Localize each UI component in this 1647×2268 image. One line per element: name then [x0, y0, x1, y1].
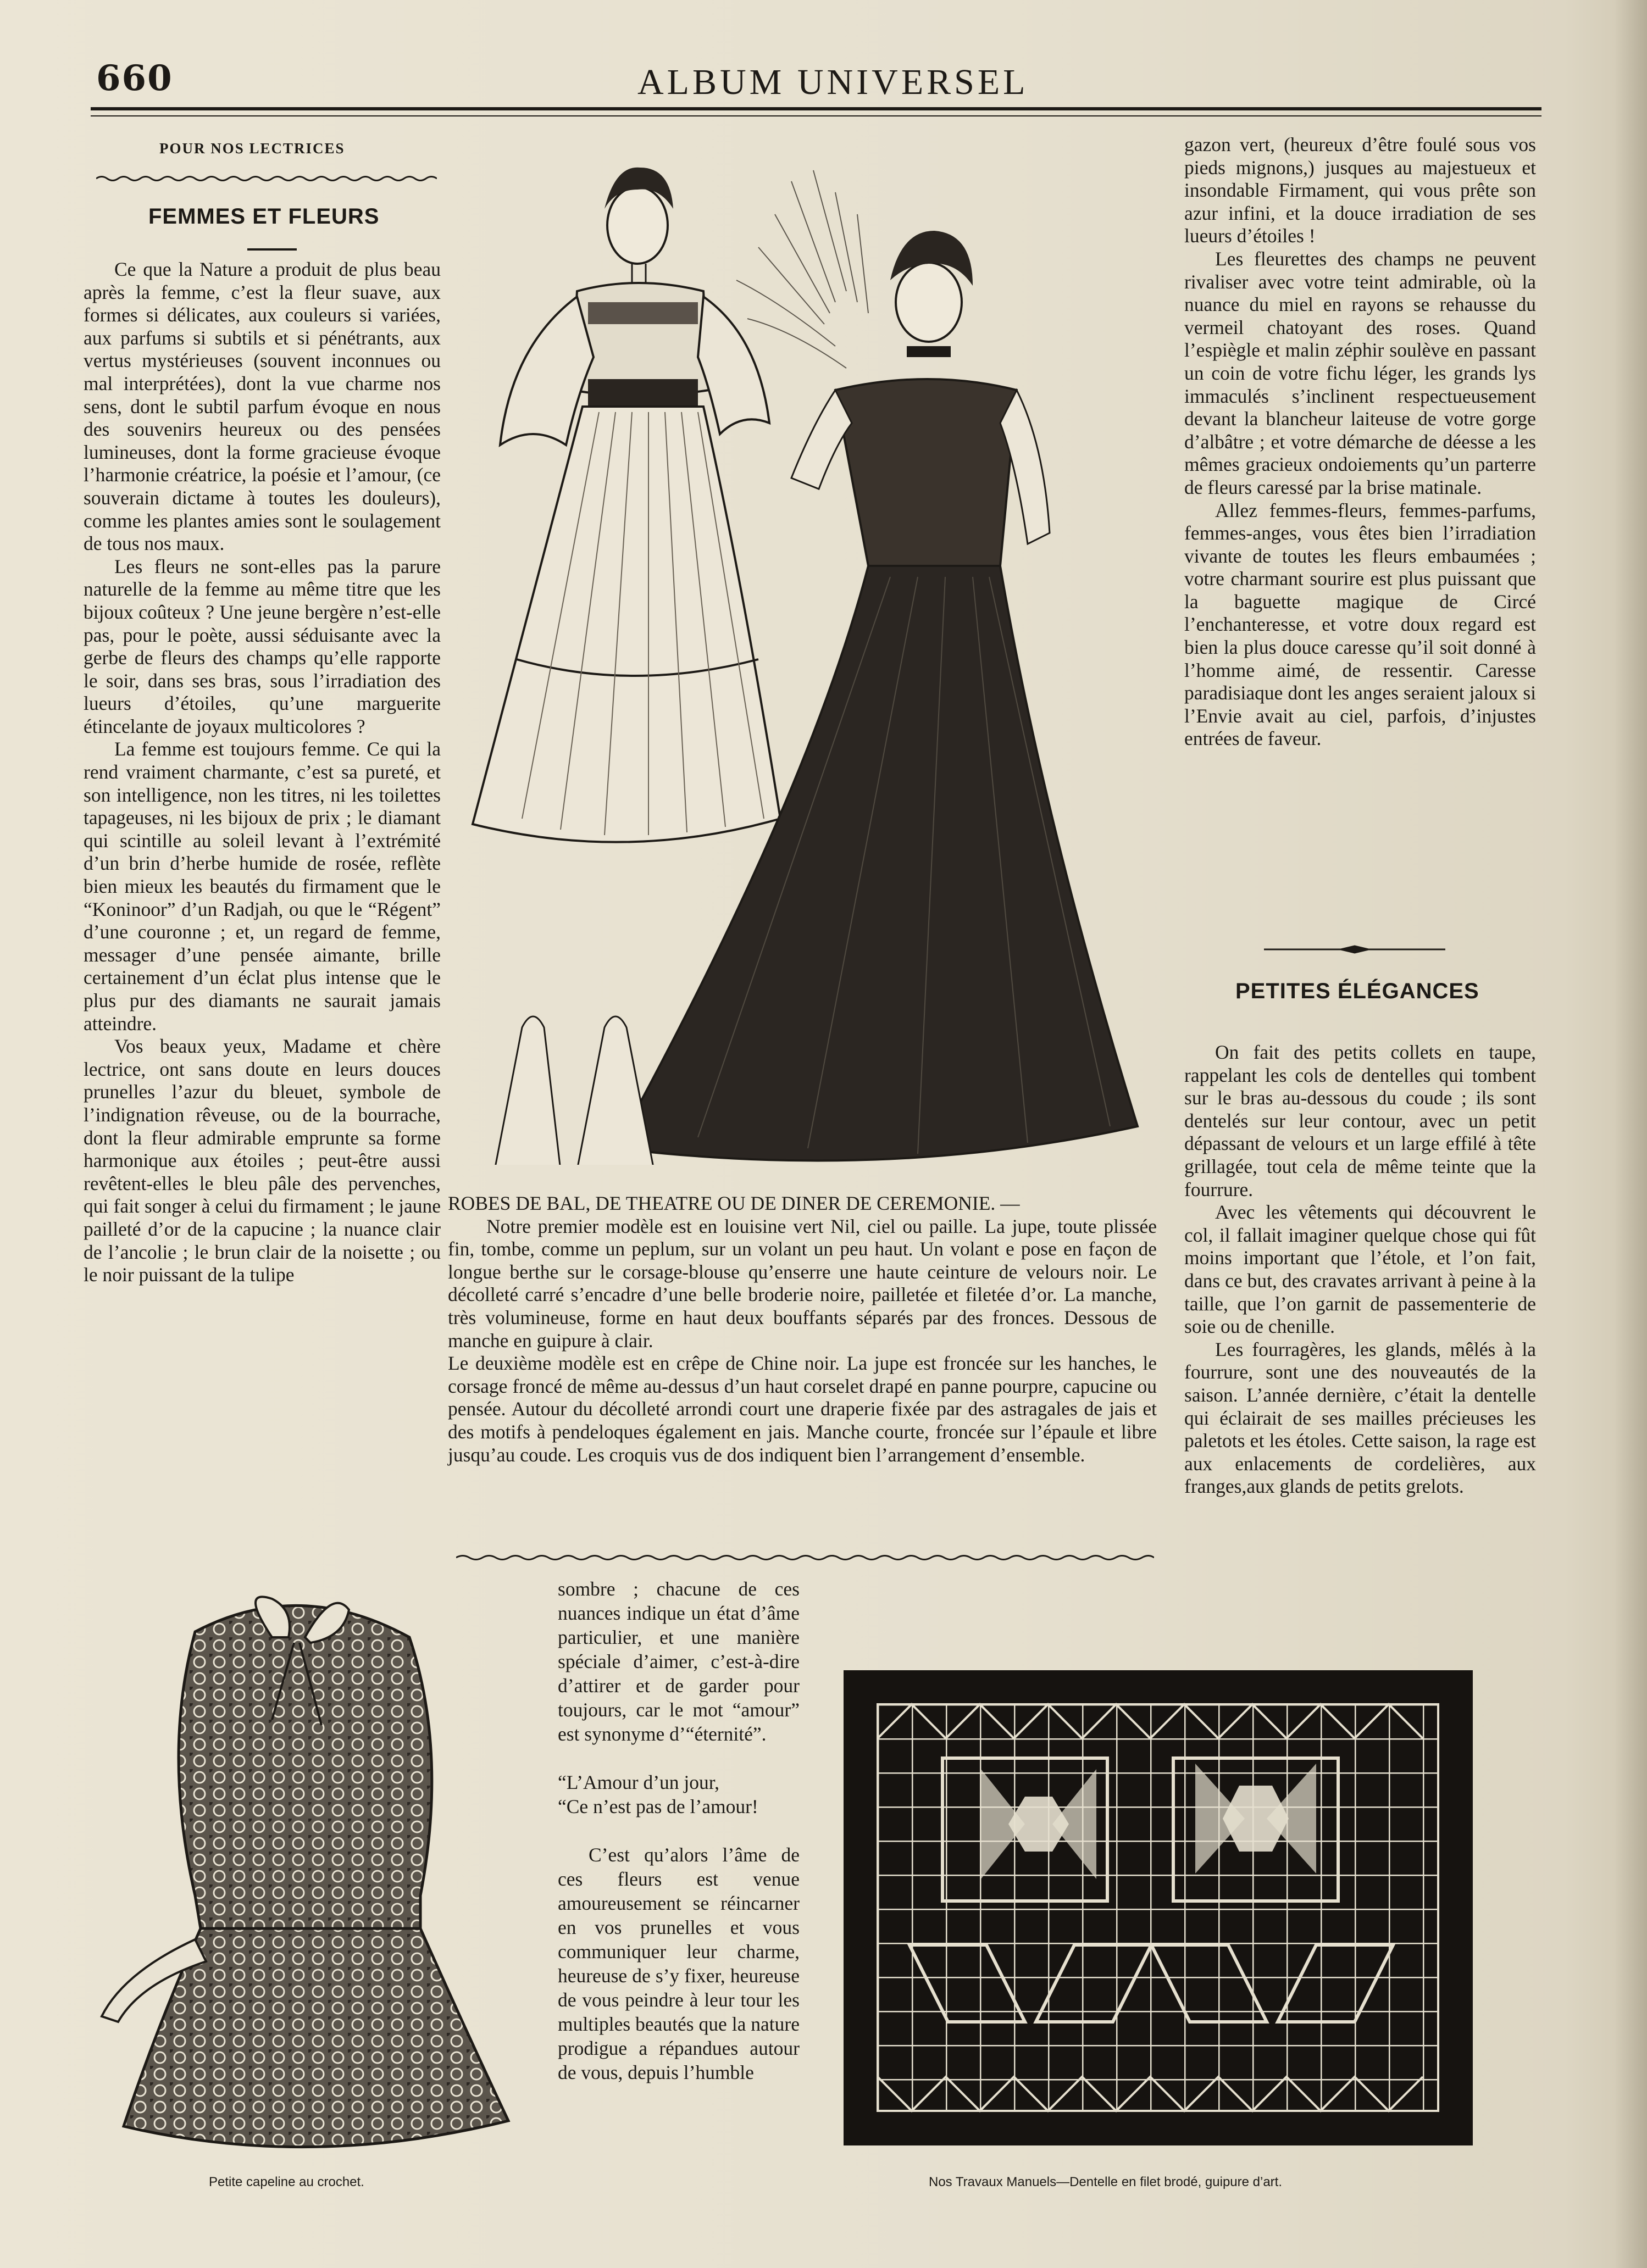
capeline-caption: Petite capeline au crochet. [209, 2175, 364, 2189]
paragraph: Les fleurettes des champs ne peuvent rivaliser avec votre teint admirable, où la nuance du miel en rayons se rehausse du vermeil chatoyant des roses. Quand l’espiègle et malin zéphir soulève en passant un coin de votre fichu léger, les grands lys immaculés s’inclinent respectueusement devant la blancheur laiteuse de votre gorge d’albâtre ; et votre démarche de déesse a les mêmes gracieux ondoiements qu’un parterre de fleurs caressé par la brise matinale. [1184, 247, 1536, 498]
caption-paragraph: Notre premier modèle est en louisine vert Nil, ciel ou paille. La jupe, toute plissée fin, tombe, comme un peplum, sur un volant un peu haut. Un volant e pose en façon de longue berthe sur le corsage-blouse qu’enserre une haute ceinture de velours noir. Le décolleté carré s’encadre d’une belle broderie noire, pailletée et filetée d’or. La manche, très volumineuse, forme en haut deux bouffants séparés par des fronces. Dessous de manche en guipure à clair. [448, 1215, 1157, 1352]
paragraph: sombre ; chacune de ces nuances indique un état d’âme particulier, et une manière spéciale d’aimer, c’est-à-dire d’attirer et de garder pour toujours, car le mot “amour” est synonyme d’“éternité”. [558, 1578, 800, 1745]
wavy-divider [456, 1554, 1154, 1561]
wavy-divider [96, 175, 437, 182]
masthead-title: ALBUM UNIVERSEL [637, 62, 1029, 102]
section-title: PETITES ÉLÉGANCES [1235, 979, 1479, 1003]
left-column-text [84, 258, 441, 1287]
kicker: POUR NOS LECTRICES [159, 140, 345, 157]
lace-illustration [844, 1670, 1473, 2145]
ornament-divider [1264, 945, 1445, 954]
paragraph: Avec les vêtements qui découvrent le col, il fallait imaginer quelque chose qui fût moins important que l’étole, et l’on fait, dans ce but, des cravates arrivant à peine à la taille, que l’on garnit de passementerie de soie ou de chenille. [1184, 1201, 1536, 1338]
header-rule-thick [91, 107, 1541, 110]
paragraph: Les fourragères, les glands, mêlés à la fourrure, sont une des nouveautés de la saison. L’année dernière, c’était la dentelle qui éclairait de ses mailles précieuses les paletots et les étoles. Cette saison, la rage est aux enlacements de cordelières, aux franges,aux glands de petits grelots. [1184, 1338, 1536, 1498]
paragraph: gazon vert, (heureux d’être foulé sous vos pieds mignons,) jusques au majestueux et insondable Firmament, qui vous prête son azur infini, et la douce irradiation de ses lueurs d’étoiles ! [1184, 134, 1536, 247]
page-number: 660 [96, 58, 173, 99]
article-title: FEMMES ET FLEURS [148, 204, 380, 229]
lace-caption: Nos Travaux Manuels—Dentelle en filet brodé, guipure d’art. [929, 2175, 1283, 2189]
capeline-illustration [91, 1588, 525, 2165]
gowns-caption [448, 1192, 1157, 1466]
center-lower-text [558, 1577, 800, 2084]
right-column-section2 [1184, 1041, 1536, 1498]
paragraph: On fait des petits collets en taupe, rappelant les cols de dentelles qui tombent sur le bras au-dessous du coude ; ils sont dentelés sur leur contour, avec un petit dépassant de velours et un large effilé à tête grillagée, tout cela de même teinte que la fourrure. [1184, 1041, 1536, 1200]
caption-title: ROBES DE BAL, DE THEATRE OU DE DINER DE CEREMONIE. — [448, 1192, 1020, 1214]
caption-paragraph: Le deuxième modèle est en crêpe de Chine noir. La jupe est froncée sur les hanches, le corsage froncé de même au-dessus d’un haut corselet drapé en panne pourpre, capucine ou pensée. Autour du décolleté arrondi court une draperie fixée par des astragales de jais et des motifs à pendeloques également en jais. Manche courte, froncée sur l’épaule et libre jusqu’au coude. Les croquis vus de dos indiquent bien l’arrangement d’ensemble. [448, 1352, 1157, 1466]
paragraph: Allez femmes-fleurs, femmes-parfums, femmes-anges, vous êtes bien l’irradiation vivante de toutes les fleurs embaumées ; votre charmant sourire est plus puissant que la baguette magique de Circé l’enchanteresse, et votre doux regard est bien la plus douce caresse qu’il soit donné à l’homme aimé, de ressentir. Caresse paradisiaque dont les anges seraient jaloux si l’Envie avait au ciel, parfois, d’injustes entrées de faveur. [1184, 499, 1536, 750]
paragraph: La femme est toujours femme. Ce qui la rend vraiment charmante, c’est sa pureté, et son intelligence, non les titres, ni les toilettes tapageuses, ni les bijoux de prix ; le diamant qui scintille au soleil levant à l’extrémité d’un brin d’herbe humide de rosée, reflète bien mieux les beautés du firmament que le “Koninoor” d’un Radjah, ou que le “Régent” d’une couronne ; et, un regard de femme, messager d’une pensée aimante, brille certainement d’un éclat plus intense que le plus pur des diamants ne saurait jamais atteindre. [84, 738, 441, 1035]
right-column-text [1184, 134, 1536, 751]
paragraph: C’est qu’alors l’âme de ces fleurs est venue amoureusement se réincarner en vos prunelles et vous communiquer leur charme, heureuse de s’y fixer, heureuse de vous peindre à leur tour les multiples beautés que la nature prodigue a répandues autour de vous, depuis l’humble [558, 1844, 800, 2083]
gowns-illustration [451, 137, 1143, 1165]
quote-line: “Ce n’est pas de l’amour! [558, 1796, 758, 1817]
header-rule-thin [91, 115, 1541, 116]
paragraph: Les fleurs ne sont-elles pas la parure naturelle de la femme au même titre que les bijoux coûteux ? Une jeune bergère n’est-elle pas, pour le poète, aussi séduisante avec la gerbe de fleurs des champs qu’elle rapporte le soir, dans ses bras, sous l’irradiation des lueurs d’étoiles, qu’une marguerite étincelante de joyaux multicolores ? [84, 555, 441, 737]
paragraph: Ce que la Nature a produit de plus beau après la femme, c’est la fleur suave, aux formes si délicates, aux couleurs si variées, aux parfums si subtils et si pénétrants, aux vertus mystérieuses (souvent inconnues ou mal interprétées), dont la vue charme nos sens, dont le subtil parfum évoque en nous des souvenirs heureux ou des pensées lumineuses, dont la forme gracieuse évoque l’harmonie créatrice, la poésie et l’amour, (ce souverain dictame à toutes les douleurs), comme les plantes amies sont le soulagement de tous nos maux. [84, 258, 441, 555]
page-spine-shadow [1614, 0, 1647, 2268]
title-underline [247, 248, 297, 251]
quote-line: “L’Amour d’un jour, [558, 1771, 720, 1793]
paragraph: Vos beaux yeux, Madame et chère lectrice, ont sans doute en leurs douces prunelles l’azur du bleuet, symbole de l’indignation rêveuse, ou de la bourrache, dont la fleur admirable emprunte sa forme harmonique aux étoiles ; peut-être aussi revêtent-elles le bleu pâle des pervenches, qui fait songer à celui du firmament ; le jaune pailleté d’or de la capucine ; la nuance clair de l’ancolie ; le brun clair de la noisette ; ou le noir puissant de la tulipe [84, 1035, 441, 1286]
